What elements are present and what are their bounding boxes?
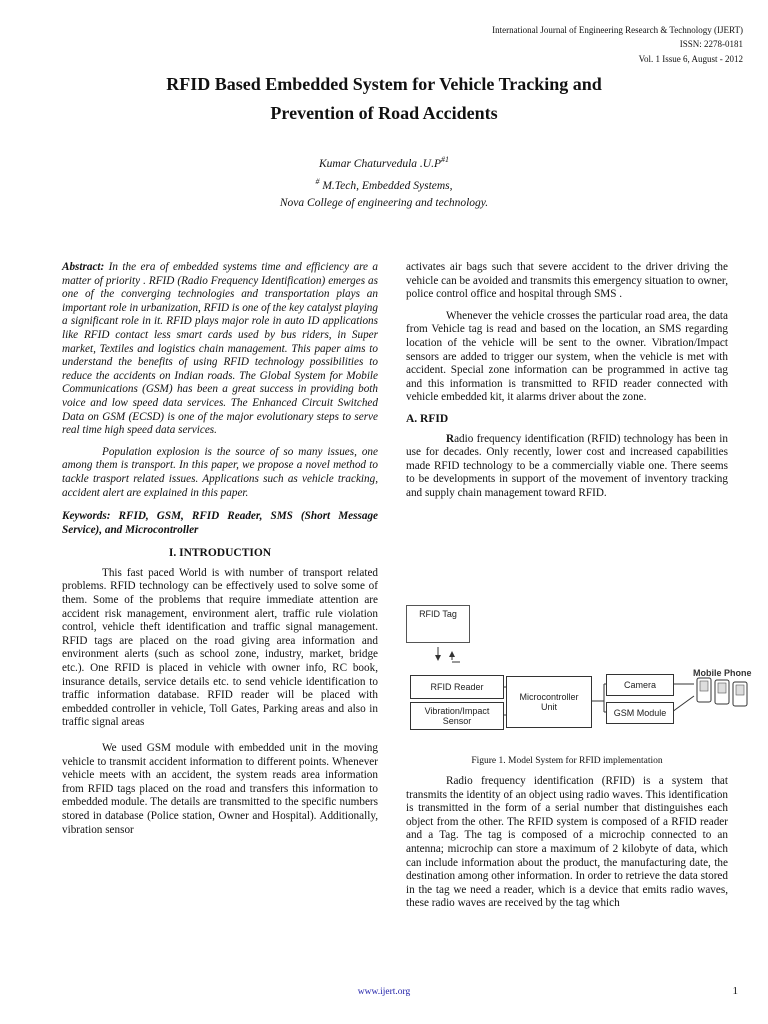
volume-issue: Vol. 1 Issue 6, August - 2012 <box>638 54 743 64</box>
mobile-phone-icon <box>697 678 747 706</box>
rfid-para: Radio frequency identification (RFID) technology has been in use for decades. Only recently, lower cost and increased capabilities made RFID technology to be a commercially viable one. There seems to be developments in support of the movement of inventory tracking and supply chain management toward RFID. <box>406 432 728 499</box>
rfid-reader-box: RFID Reader <box>410 675 504 699</box>
camera-box: Camera <box>606 674 674 696</box>
abstract <box>62 261 378 438</box>
author-college: Nova College of engineering and technology. <box>279 197 489 209</box>
footer-url-link[interactable]: www.ijert.org <box>357 987 411 997</box>
keywords-text: RFID, GSM, RFID Reader, SMS (Short Message Service), and Microcontroller <box>62 510 378 536</box>
intro-para1: This fast paced World is with number of transport related problems. RFID technology can be effectively used to solve some of them. Some of the problems that require immediate attention are accident risk management, environment alert, traffic rule violation control, vehicle theft identification and traffic signal management. RFID tags are placed on the road giving area information and environment alerts (such as school zone, industry, market, bridge etc.). One RFID is placed in vehicle with owner info, RC book, insurance details, service details etc. to send vehicle identification to traffic information database. RFID reader will be placed with embedded controller in vehicle, Toll Gates, Parking areas and also in traffic signal areas <box>62 566 378 729</box>
paper-title-line2: Prevention of Road Accidents <box>270 103 498 123</box>
section-heading-introduction: I. INTRODUCTION <box>168 547 272 560</box>
page-number: 1 <box>732 985 738 997</box>
rfid-tag-box: RFID Tag <box>406 605 470 643</box>
journal-name: International Journal of Engineering Research & Technology (IJERT) <box>492 25 743 35</box>
right-column-upper <box>406 261 728 501</box>
rfid-drop-letter: R <box>446 432 455 445</box>
microcontroller-box: Microcontroller Unit <box>506 676 592 728</box>
right-para2: Whenever the vehicle crosses the particular road area, the data from Vehicle tag is read and based on the location, an SMS regarding location of the vehicle will be sent to the owner. Vibration/Impact sensors are added to trigger our system, when the vehicle is met with accident. Special zone information can be programmed in active tag and this information is transmitted to RFID reader connected with vehicle embedded kit, it alarms driver about the zone. <box>406 309 728 404</box>
figure-model-system <box>404 602 754 747</box>
keywords <box>62 510 378 537</box>
affiliation-superscript: # <box>315 177 320 186</box>
subsection-heading-rfid: A. RFID <box>406 412 449 425</box>
mobile-phone-label: Mobile Phone <box>693 668 752 678</box>
figure-caption: Figure 1. Model System for RFID implementation <box>471 756 663 766</box>
abstract-text: In the era of embedded systems time and efficiency are a matter of priority . RFID (Radio Frequency Identification) emerges as one of the converging technologies and transportation plays an important role in urbanization, RFID is one of the key catalyst playing a significant role in it. RFID plays major role in auto ID applications like RFID contact less smart cards used by bus riders, in Super market, Textiles and logistics chain management. This paper aims to understand the benefits of using RFID technology possibilities to reduce the accidents on Indian roads. The Global System for Mobile Communications (GSM) has been a great success in providing both voice and low speed data services. The Enhanced Circuit Switched Data on GSM (ECSD) is one of the major evolutionary steps to serve real time high speed data services. <box>62 261 378 437</box>
gsm-module-box: GSM Module <box>606 702 674 724</box>
author-affiliation: # M.Tech, Embedded Systems, <box>315 177 453 192</box>
vibration-sensor-box: Vibration/Impact Sensor <box>410 702 504 730</box>
gsm-mobile-line <box>672 696 694 712</box>
author-superscript: #1 <box>441 155 450 164</box>
issn: ISSN: 2278-0181 <box>679 39 743 49</box>
author-name: Kumar Chaturvedula $.U.P^{\#1}$ <box>318 155 450 170</box>
left-column <box>62 261 378 837</box>
abstract-para2: Population explosion is the source of so many issues, one among them is transport. In this paper, we propose a novel method to tackle trasport related issues. Applications such as vehicle tracking, accident alert are explained in this paper. <box>62 445 378 499</box>
paper-title-line1: RFID Based Embedded System for Vehicle Tracking and <box>166 74 602 94</box>
right-para1: activates air bags such that severe accident to the driver driving the vehicle can be avoided and transmits this emergency situation to owner, police control office and hospital through SMS . <box>406 261 728 301</box>
abstract-label: Abstract: <box>62 261 105 273</box>
rfid-description-para: Radio frequency identification (RFID) is a system that transmits the identity of an object using radio waves. This identification is transmitted in the form of a serial number that distinguishes each object from the other. The RFID system is composed of a RFID reader and a Tag. The tag is composed of a microchip connected to an antenna; microchip can store a maximum of 2 kilobyte of data, which can include information about the product, the manufacturing date, the destination among other information. In order to retrieve the data stored in the tag we need a reader, which is a device that emits radio waves, these radio waves are received by the tag which <box>406 775 728 910</box>
right-column-lower <box>406 775 728 911</box>
intro-para2: We used GSM module with embedded unit in the moving vehicle to transmit accident information to different points. Whenever vehicle meets with an accident, the system reads area information from RFID tags placed on the road and transfers this information to embedded module. The details are transmitted to the specific numbers stored in database (Police station, Owner and Hospital). Additionally, vibration sensor <box>62 742 378 836</box>
keywords-label: Keywords: <box>62 510 111 523</box>
